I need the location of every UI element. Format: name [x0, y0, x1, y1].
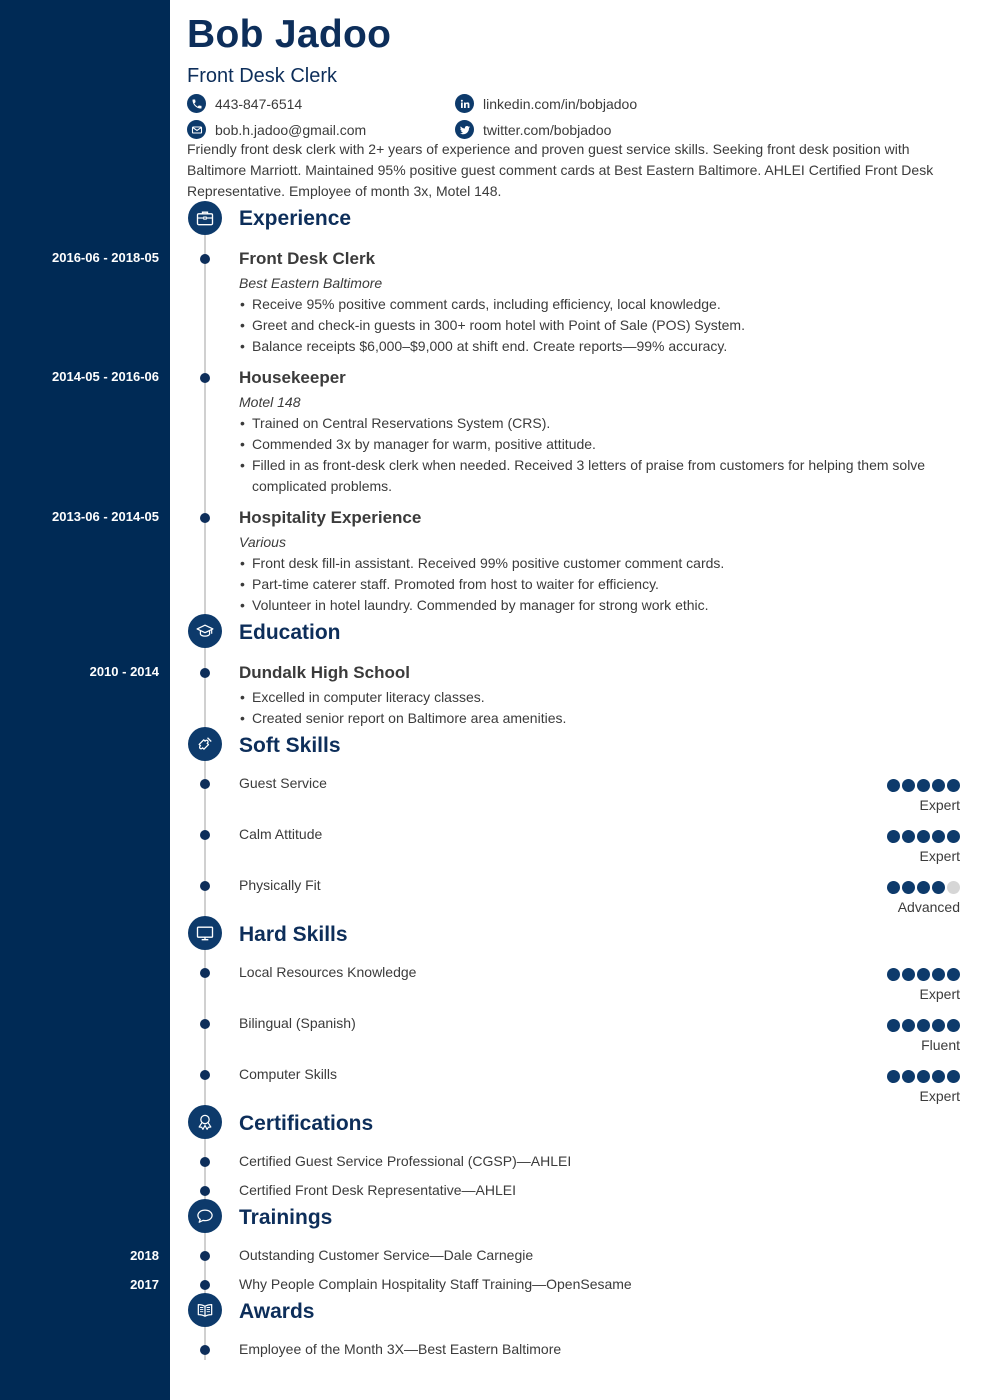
- twitter-icon: [455, 120, 474, 139]
- timeline-dot: [200, 1070, 210, 1080]
- award-item: Employee of the Month 3X—Best Eastern Baltimore: [239, 1341, 562, 1357]
- rating-dot-empty: [947, 881, 960, 894]
- contact-linkedin: [455, 94, 637, 113]
- certification-item: Certified Front Desk Representative—AHLEI: [239, 1182, 516, 1198]
- rating-dot-filled: [917, 1070, 930, 1083]
- timeline-dot: [200, 779, 210, 789]
- section-title-certifications: Certifications: [239, 1112, 374, 1135]
- school-name: Dundalk High School: [239, 663, 410, 682]
- skill-rating: [887, 1019, 960, 1032]
- linkedin-text: linkedin.com/in/bobjadoo: [483, 95, 638, 112]
- rating-dot-filled: [932, 1070, 945, 1083]
- speech-bubble-icon: [188, 1199, 222, 1233]
- rating-dot-filled: [932, 830, 945, 843]
- phone-icon: [187, 94, 206, 113]
- rating-dot-filled: [932, 968, 945, 981]
- education-bullet: • Created senior report on Baltimore area amenities.: [239, 708, 959, 729]
- timeline-dot: [200, 373, 210, 383]
- graduation-cap-icon: [188, 614, 222, 648]
- job-dates: 2014-05 - 2016-06: [52, 369, 159, 384]
- job-company: Various: [239, 534, 286, 550]
- job-bullet: • Greet and check-in guests in 300+ room hotel with Point of Sale (POS) System.: [239, 315, 959, 336]
- job-company: Motel 148: [239, 394, 301, 410]
- skill-name: Guest Service: [239, 775, 327, 791]
- job-title: Hospitality Experience: [239, 508, 422, 527]
- linkedin-icon: [455, 94, 474, 113]
- rating-dot-filled: [917, 1019, 930, 1032]
- job-bullet: • Balance receipts $6,000–$9,000 at shift end. Create reports—99% accuracy.: [239, 336, 959, 357]
- contact-phone: [187, 94, 302, 113]
- job-bullets: [239, 553, 959, 616]
- rating-dot-filled: [902, 779, 915, 792]
- skill-rating: [887, 830, 960, 843]
- open-book-icon: [188, 1293, 222, 1327]
- rating-dot-filled: [932, 779, 945, 792]
- job-bullet: • Part-time caterer staff. Promoted from host to waiter for efficiency.: [239, 574, 959, 595]
- rating-dot-filled: [887, 779, 900, 792]
- rating-dot-filled: [932, 1019, 945, 1032]
- rating-dot-filled: [947, 1070, 960, 1083]
- job-bullet: • Front desk fill-in assistant. Received 99% positive customer comment cards.: [239, 553, 959, 574]
- rating-dot-filled: [917, 881, 930, 894]
- rating-dot-filled: [947, 779, 960, 792]
- rating-dot-filled: [917, 968, 930, 981]
- timeline-dot: [200, 830, 210, 840]
- timeline-dot: [200, 881, 210, 891]
- job-bullet: • Trained on Central Reservations System (CRS).: [239, 413, 959, 434]
- skill-rating: [887, 779, 960, 792]
- skill-level: Expert: [919, 1088, 960, 1104]
- rating-dot-filled: [947, 1019, 960, 1032]
- training-year: 2017: [130, 1277, 159, 1292]
- timeline-dot: [200, 254, 210, 264]
- section-title-awards: Awards: [239, 1300, 315, 1323]
- timeline-dot: [200, 513, 210, 523]
- rating-dot-filled: [917, 779, 930, 792]
- job-title: Housekeeper: [239, 368, 346, 387]
- job-title: Front Desk Clerk: [239, 249, 376, 268]
- education-dates: 2010 - 2014: [89, 664, 159, 679]
- rating-dot-filled: [902, 830, 915, 843]
- candidate-title: Front Desk Clerk: [187, 65, 338, 87]
- timeline-dot: [200, 1345, 210, 1355]
- rating-dot-filled: [902, 1019, 915, 1032]
- section-title-soft-skills: Soft Skills: [239, 734, 341, 757]
- skill-name: Computer Skills: [239, 1066, 338, 1082]
- briefcase-icon: [188, 201, 222, 235]
- job-bullet: • Commended 3x by manager for warm, positive attitude.: [239, 434, 959, 455]
- skill-rating: [887, 881, 960, 894]
- job-dates: 2016-06 - 2018-05: [52, 250, 159, 265]
- training-year: 2018: [130, 1248, 159, 1263]
- rating-dot-filled: [887, 830, 900, 843]
- candidate-name: Bob Jadoo: [187, 13, 392, 56]
- skill-rating: [887, 1070, 960, 1083]
- timeline-dot: [200, 1186, 210, 1196]
- skill-level: Fluent: [921, 1037, 960, 1053]
- rating-dot-filled: [902, 1070, 915, 1083]
- section-title-hard-skills: Hard Skills: [239, 923, 348, 946]
- training-item: Why People Complain Hospitality Staff Training—OpenSesame: [239, 1276, 632, 1292]
- puzzle-icon: [188, 727, 222, 761]
- rating-dot-filled: [902, 881, 915, 894]
- job-company: Best Eastern Baltimore: [239, 275, 383, 291]
- section-title-experience: Experience: [239, 207, 352, 230]
- skill-level: Expert: [919, 797, 960, 813]
- skill-name: Local Resources Knowledge: [239, 964, 417, 980]
- job-dates: 2013-06 - 2014-05: [52, 509, 159, 524]
- timeline-dot: [200, 1251, 210, 1261]
- training-item: Outstanding Customer Service—Dale Carnegie: [239, 1247, 534, 1263]
- twitter-text: twitter.com/bobjadoo: [483, 121, 612, 138]
- skill-name: Calm Attitude: [239, 826, 323, 842]
- rating-dot-filled: [947, 968, 960, 981]
- rating-dot-filled: [887, 1070, 900, 1083]
- contact-email: [187, 120, 366, 139]
- certification-item: Certified Guest Service Professional (CGSP)—AHLEI: [239, 1153, 572, 1169]
- timeline-dot: [200, 1280, 210, 1290]
- job-bullets: [239, 413, 959, 497]
- skill-name: Bilingual (Spanish): [239, 1015, 356, 1031]
- job-bullets: [239, 294, 959, 357]
- skill-name: Physically Fit: [239, 877, 321, 893]
- section-title-trainings: Trainings: [239, 1206, 333, 1229]
- timeline-dot: [200, 1157, 210, 1167]
- profile-summary: Friendly front desk clerk with 2+ years of experience and proven guest service skills. Seeking front desk position with Baltimore Marriott. Maintained 95% positive guest comment cards at Best Eastern Baltimore. AHLEI Certified Front Desk Representative. Employee of month 3x, Motel 148.: [187, 141, 934, 199]
- job-bullet: • Receive 95% positive comment cards, including efficiency, local knowledge.: [239, 294, 959, 315]
- timeline-dot: [200, 1019, 210, 1029]
- job-bullet: • Filled in as front-desk clerk when needed. Received 3 letters of praise from customers for helping them solve complicated problems.: [239, 455, 959, 497]
- rating-dot-filled: [902, 968, 915, 981]
- award-ribbon-icon: [188, 1105, 222, 1139]
- education-bullet: • Excelled in computer literacy classes.: [239, 687, 959, 708]
- email-icon: [187, 120, 206, 139]
- skill-level: Expert: [919, 986, 960, 1002]
- rating-dot-filled: [887, 1019, 900, 1032]
- skill-level: Advanced: [897, 899, 960, 915]
- job-bullet: • Volunteer in hotel laundry. Commended by manager for strong work ethic.: [239, 595, 959, 616]
- rating-dot-filled: [917, 830, 930, 843]
- phone-text: 443-847-6514: [215, 95, 303, 112]
- timeline-dot: [200, 668, 210, 678]
- rating-dot-filled: [887, 881, 900, 894]
- rating-dot-filled: [947, 830, 960, 843]
- timeline-dot: [200, 968, 210, 978]
- skill-rating: [887, 968, 960, 981]
- skill-level: Expert: [919, 848, 960, 864]
- contact-twitter: [455, 120, 611, 139]
- rating-dot-filled: [932, 881, 945, 894]
- rating-dot-filled: [887, 968, 900, 981]
- education-bullets: [239, 687, 959, 729]
- section-title-education: Education: [239, 621, 341, 644]
- email-text: bob.h.jadoo@gmail.com: [215, 121, 367, 138]
- monitor-icon: [188, 916, 222, 950]
